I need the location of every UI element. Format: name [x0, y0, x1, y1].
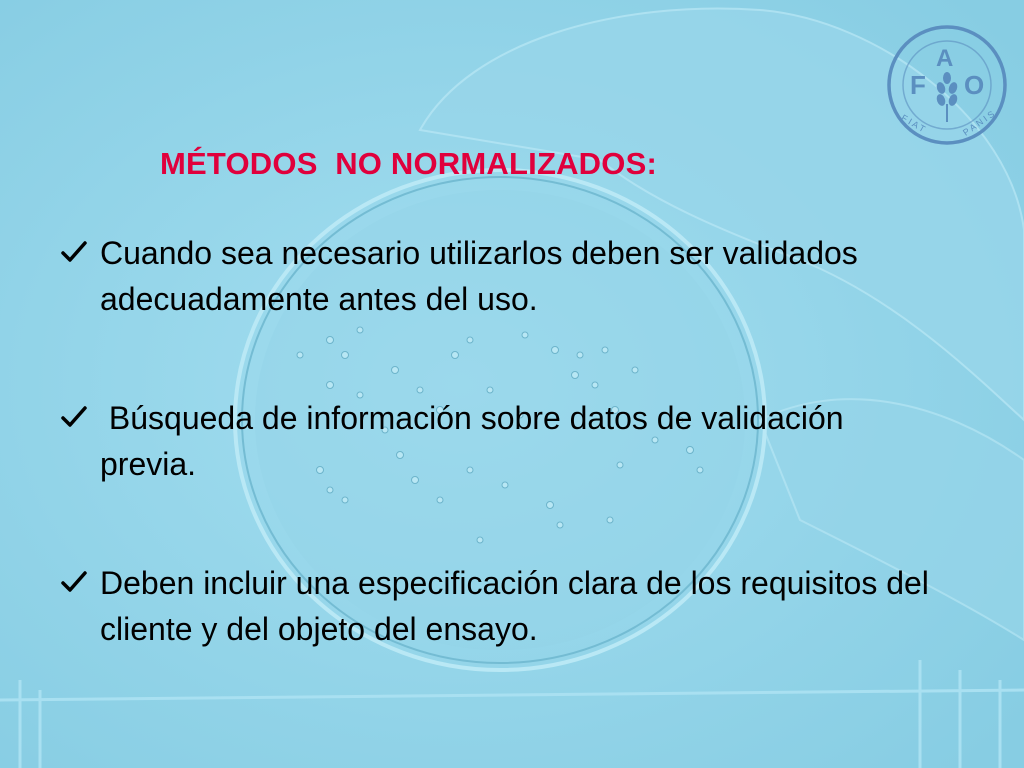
svg-text:F I A T: F I A T: [899, 112, 927, 135]
svg-text:F: F: [910, 70, 926, 100]
svg-text:O: O: [964, 70, 985, 100]
svg-text:P A N I S: P A N I S: [961, 108, 997, 138]
checkmark-icon: [60, 560, 100, 601]
svg-text:A: A: [936, 45, 954, 72]
bullet-text: Cuando sea necesario utilizarlos deben ser validados adecuadamente antes del uso.: [100, 235, 867, 317]
bullet-item: [60, 230, 940, 322]
bullet-text: Deben incluir una especificación clara de los requisitos del cliente y del objeto del ensayo.: [100, 565, 938, 647]
slide-title: MÉTODOS NO NORMALIZADOS:: [160, 146, 657, 181]
fao-logo: [884, 22, 1010, 148]
bullet-item: [60, 560, 940, 652]
bullet-item: [60, 395, 940, 487]
checkmark-icon: [60, 230, 100, 271]
checkmark-icon: [60, 395, 100, 436]
bullet-text: Búsqueda de información sobre datos de validación previa.: [100, 400, 853, 482]
